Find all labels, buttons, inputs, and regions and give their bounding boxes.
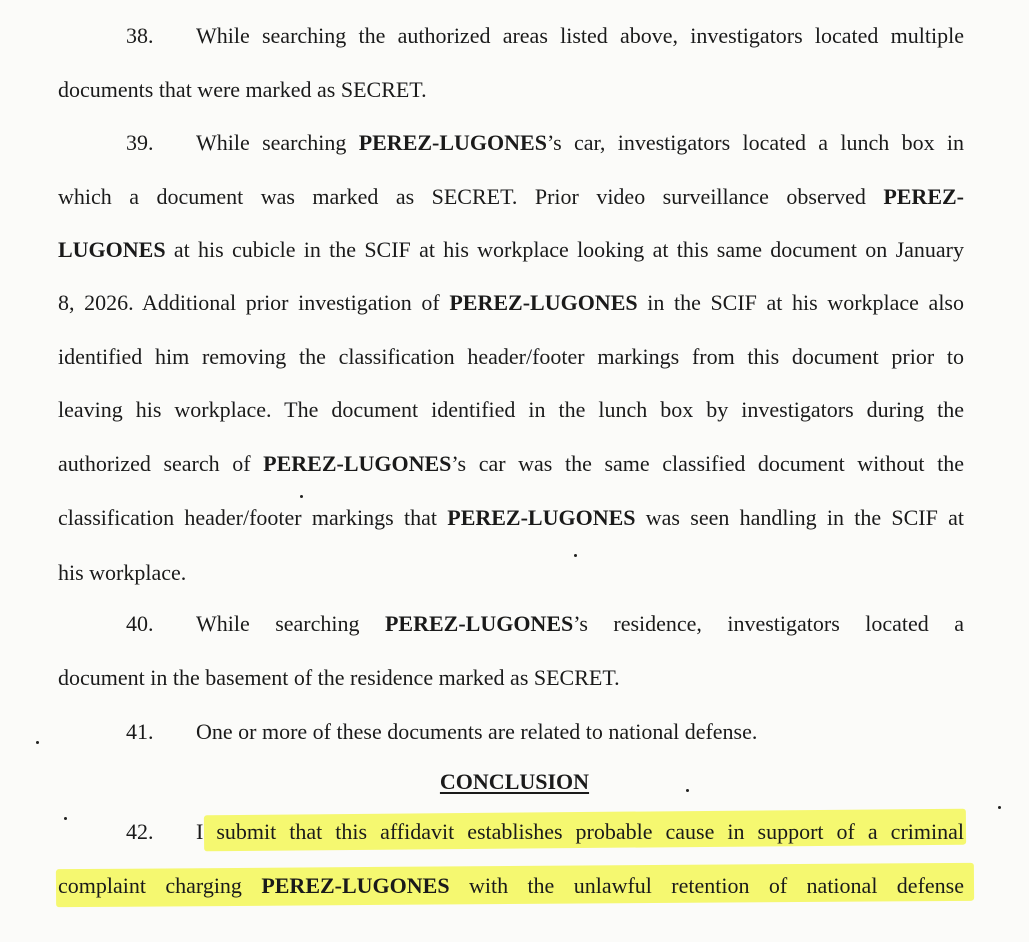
defendant-name: PEREZ-LUGONES xyxy=(263,451,452,476)
scan-speck xyxy=(36,741,39,744)
paragraph-39-line-6: leaving his workplace. The document identified in the lunch box by investigators during the xyxy=(58,397,964,422)
defendant-name: PEREZ-LUGONES xyxy=(358,130,547,155)
paragraph-number: 39. xyxy=(126,130,154,155)
paragraph-40-line-2: document in the basement of the residence marked as SECRET. xyxy=(58,665,620,690)
scan-speck xyxy=(300,495,303,498)
paragraph-39-line-1: 39. While searching PEREZ-LUGONES’s car, investigators located a lunch box in xyxy=(58,129,964,157)
paragraph-39-line-9: his workplace. xyxy=(58,560,187,585)
defendant-name: PEREZ- xyxy=(883,184,964,209)
paragraph-number: 41. xyxy=(126,719,154,744)
defendant-name: LUGONES xyxy=(58,237,166,262)
conclusion-heading: CONCLUSION xyxy=(439,769,590,794)
scan-speck xyxy=(998,806,1001,809)
paragraph-39-line-2: which a document was marked as SECRET. Prior video surveillance observed PEREZ- xyxy=(58,184,964,209)
paragraph-39-line-5: identified him removing the classification header/footer markings from this document prior to xyxy=(58,344,964,369)
paragraph-42-line-1: 42. I submit that this affidavit establishes probable cause in support of a criminal xyxy=(58,818,964,846)
paragraph-39-line-8: classification header/footer markings that PEREZ-LUGONES was seen handling in the SCIF at xyxy=(58,505,964,530)
paragraph-number: 38. xyxy=(126,23,154,48)
defendant-name: PEREZ-LUGONES xyxy=(384,611,574,636)
paragraph-42-line-2: complaint charging PEREZ-LUGONES with the unlawful retention of national defense xyxy=(58,873,964,898)
defendant-name: PEREZ-LUGONES xyxy=(261,873,450,898)
paragraph-38-line-1: 38. While searching the authorized areas listed above, investigators located multiple xyxy=(58,22,964,50)
scan-speck xyxy=(574,554,577,557)
paragraph-40-line-1: 40. While searching PEREZ-LUGONES’s residence, investigators located a xyxy=(58,610,964,638)
paragraph-38-line-2: documents that were marked as SECRET. xyxy=(58,77,427,102)
paragraph-number: 40. xyxy=(126,611,154,636)
paragraph-41-line-1: 41. One or more of these documents are related to national defense. xyxy=(58,718,964,746)
paragraph-number: 42. xyxy=(126,819,154,844)
defendant-name: PEREZ-LUGONES xyxy=(447,505,636,530)
paragraph-39-line-7: authorized search of PEREZ-LUGONES’s car was the same classified document without the xyxy=(58,451,964,476)
defendant-name: PEREZ-LUGONES xyxy=(449,290,638,315)
paragraph-39-line-4: 8, 2026. Additional prior investigation of PEREZ-LUGONES in the SCIF at his workplace also xyxy=(58,290,964,315)
paragraph-39-line-3: LUGONES at his cubicle in the SCIF at his workplace looking at this same document on January xyxy=(58,237,964,262)
